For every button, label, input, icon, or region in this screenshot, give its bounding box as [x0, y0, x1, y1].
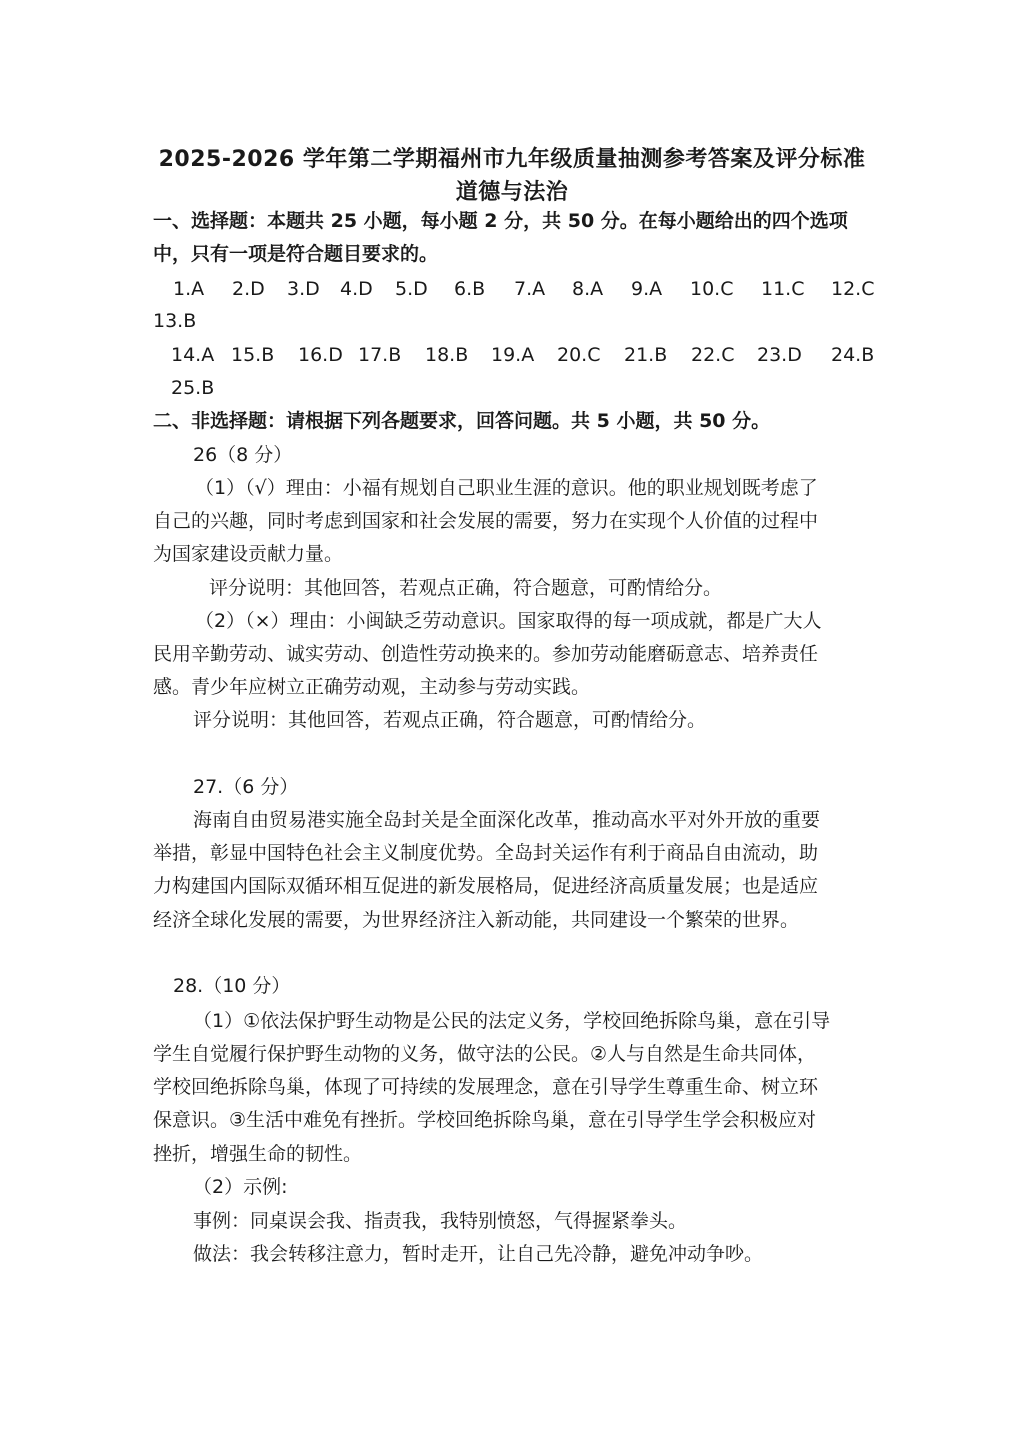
q28-p1-line2: 学生自觉履行保护野生动物的义务，做守法的公民。②人与自然是生命共同体， [153, 1043, 817, 1065]
choice-answer: 21.B [624, 344, 668, 366]
answer-row-2 [0, 339, 1024, 372]
choice-answer: 19.A [491, 344, 535, 366]
choice-answer: 6.B [454, 278, 486, 300]
q26-p2-line1: （2）（×）理由：小闽缺乏劳动意识。国家取得的每一项成就，都是广大人 [195, 610, 822, 632]
choice-answer: 20.C [557, 344, 601, 366]
choice-answer: 17.B [358, 344, 402, 366]
answer-13: 13.B [153, 310, 197, 332]
q27-line2: 举措，彰显中国特色社会主义制度优势。全岛封关运作有利于商品自由流动，助 [153, 842, 819, 864]
choice-answer: 14.A [171, 344, 215, 366]
choice-answer: 1.A [173, 278, 205, 300]
q27-line1: 海南自由贸易港实施全岛封关是全面深化改革，推动高水平对外开放的重要 [193, 809, 821, 831]
q28-p2-label: （2）示例: [193, 1176, 288, 1198]
section1-heading-line1: 一、选择题：本题共 25 小题，每小题 2 分，共 50 分。在每小题给出的四个选项 [153, 210, 848, 232]
choice-answer: 23.D [757, 344, 802, 366]
q26-p1-line2: 自己的兴趣，同时考虑到国家和社会发展的需要，努力在实现个人价值的过程中 [153, 510, 819, 532]
answer-25: 25.B [171, 377, 215, 399]
choice-answer: 8.A [572, 278, 604, 300]
choice-answer: 10.C [690, 278, 734, 300]
q28-p1-line4: 保意识。③生活中难免有挫折。学校回绝拆除鸟巢，意在引导学生学会积极应对 [153, 1109, 817, 1131]
q26-p1-line3: 为国家建设贡献力量。 [153, 543, 344, 565]
choice-answer: 12.C [831, 278, 875, 300]
choice-answer: 5.D [395, 278, 428, 300]
section2-heading: 二、非选择题：请根据下列各题要求，回答问题。共 5 小题，共 50 分。 [153, 410, 771, 432]
q28-method: 做法：我会转移注意力，暂时走开，让自己先冷静，避免冲动争吵。 [193, 1243, 764, 1265]
q27-title: 27.（6 分） [193, 776, 299, 798]
q26-scoring-note-1: 评分说明：其他回答，若观点正确，符合题意，可酌情给分。 [209, 577, 723, 599]
q28-title: 28.（10 分） [173, 975, 291, 997]
q26-title: 26（8 分） [193, 444, 293, 466]
choice-answer: 16.D [298, 344, 343, 366]
choice-answer: 7.A [514, 278, 546, 300]
choice-answer: 3.D [287, 278, 320, 300]
choice-answer: 9.A [631, 278, 663, 300]
choice-answer: 11.C [761, 278, 805, 300]
q28-example: 事例：同桌误会我、指责我，我特别愤怒，气得握紧拳头。 [193, 1210, 688, 1232]
choice-answer: 18.B [425, 344, 469, 366]
page-title: 2025-2026 学年第二学期福州市九年级质量抽测参考答案及评分标准 [158, 147, 866, 172]
choice-answer: 22.C [691, 344, 735, 366]
q28-p1-line5: 挫折，增强生命的韧性。 [153, 1143, 363, 1165]
q26-p1-line1: （1）（√）理由：小福有规划自己职业生涯的意识。他的职业规划既考虑了 [195, 477, 818, 499]
choice-answer: 2.D [232, 278, 265, 300]
section1-heading-line2: 中，只有一项是符合题目要求的。 [153, 243, 439, 265]
page-subtitle: 道德与法治 [455, 180, 569, 205]
answer-row-1 [0, 273, 1024, 306]
q27-line3: 力构建国内国际双循环相互促进的新发展格局，促进经济高质量发展；也是适应 [153, 875, 819, 897]
q26-p2-line2: 民用辛勤劳动、诚实劳动、创造性劳动换来的。参加劳动能磨砺意志、培养责任 [153, 643, 819, 665]
q27-line4: 经济全球化发展的需要，为世界经济注入新动能，共同建设一个繁荣的世界。 [153, 909, 800, 931]
choice-answer: 24.B [831, 344, 875, 366]
choice-answer: 15.B [231, 344, 275, 366]
q28-p1-line1: （1）①依法保护野生动物是公民的法定义务，学校回绝拆除鸟巢，意在引导 [193, 1010, 831, 1032]
q28-p1-line3: 学校回绝拆除鸟巢，体现了可持续的发展理念，意在引导学生尊重生命、树立环 [153, 1076, 819, 1098]
q26-scoring-note-2: 评分说明：其他回答，若观点正确，符合题意，可酌情给分。 [193, 709, 707, 731]
q26-p2-line3: 感。青少年应树立正确劳动观，主动参与劳动实践。 [153, 676, 591, 698]
choice-answer: 4.D [340, 278, 373, 300]
